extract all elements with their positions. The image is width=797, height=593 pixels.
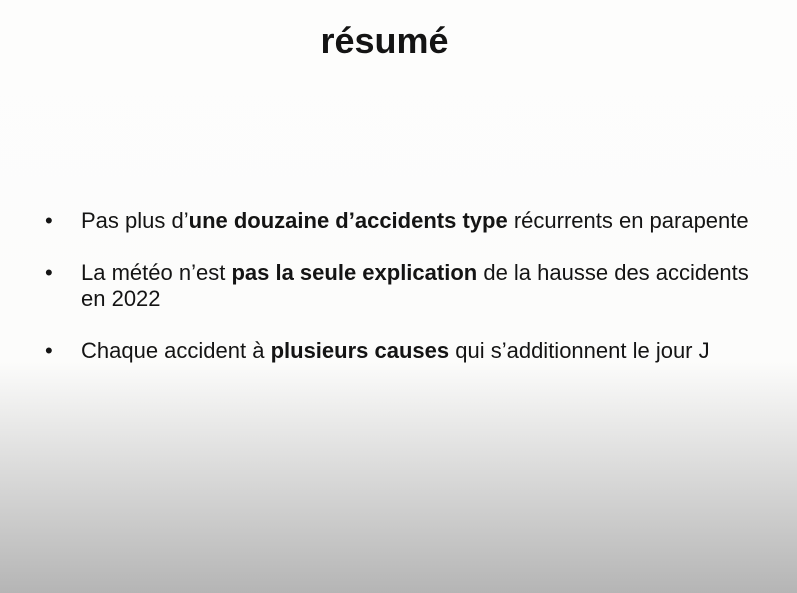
bullet-segment-bold: une douzaine d’accidents type — [188, 208, 508, 233]
bullet-segment: Chaque accident à — [81, 338, 271, 363]
bullet-text — [81, 260, 767, 312]
bullet-icon: • — [45, 260, 53, 285]
bullet-text — [81, 208, 749, 233]
bullet-item-meteo — [0, 260, 775, 312]
bullet-segment: qui s’additionnent le jour J — [449, 338, 710, 363]
bullet-segment-bold: pas la seule explication — [231, 260, 478, 285]
bullet-text — [81, 338, 710, 363]
bullet-segment: La météo n’est — [81, 260, 232, 285]
bullet-item-plusieurs-causes — [0, 338, 775, 364]
bullet-item-accidents-type — [0, 208, 775, 234]
bullet-list — [0, 208, 797, 364]
bullet-icon: • — [45, 208, 53, 233]
bullet-icon: • — [45, 338, 53, 363]
bullet-segment: récurrents en parapente — [507, 208, 749, 233]
bullet-segment: en 2022 — [81, 286, 161, 311]
bullet-segment: Pas plus d’ — [81, 208, 189, 233]
bullet-segment-bold: plusieurs causes — [270, 338, 450, 363]
slide-title: résumé — [320, 20, 449, 61]
bullet-segment: de la hausse des accidents — [477, 260, 749, 285]
